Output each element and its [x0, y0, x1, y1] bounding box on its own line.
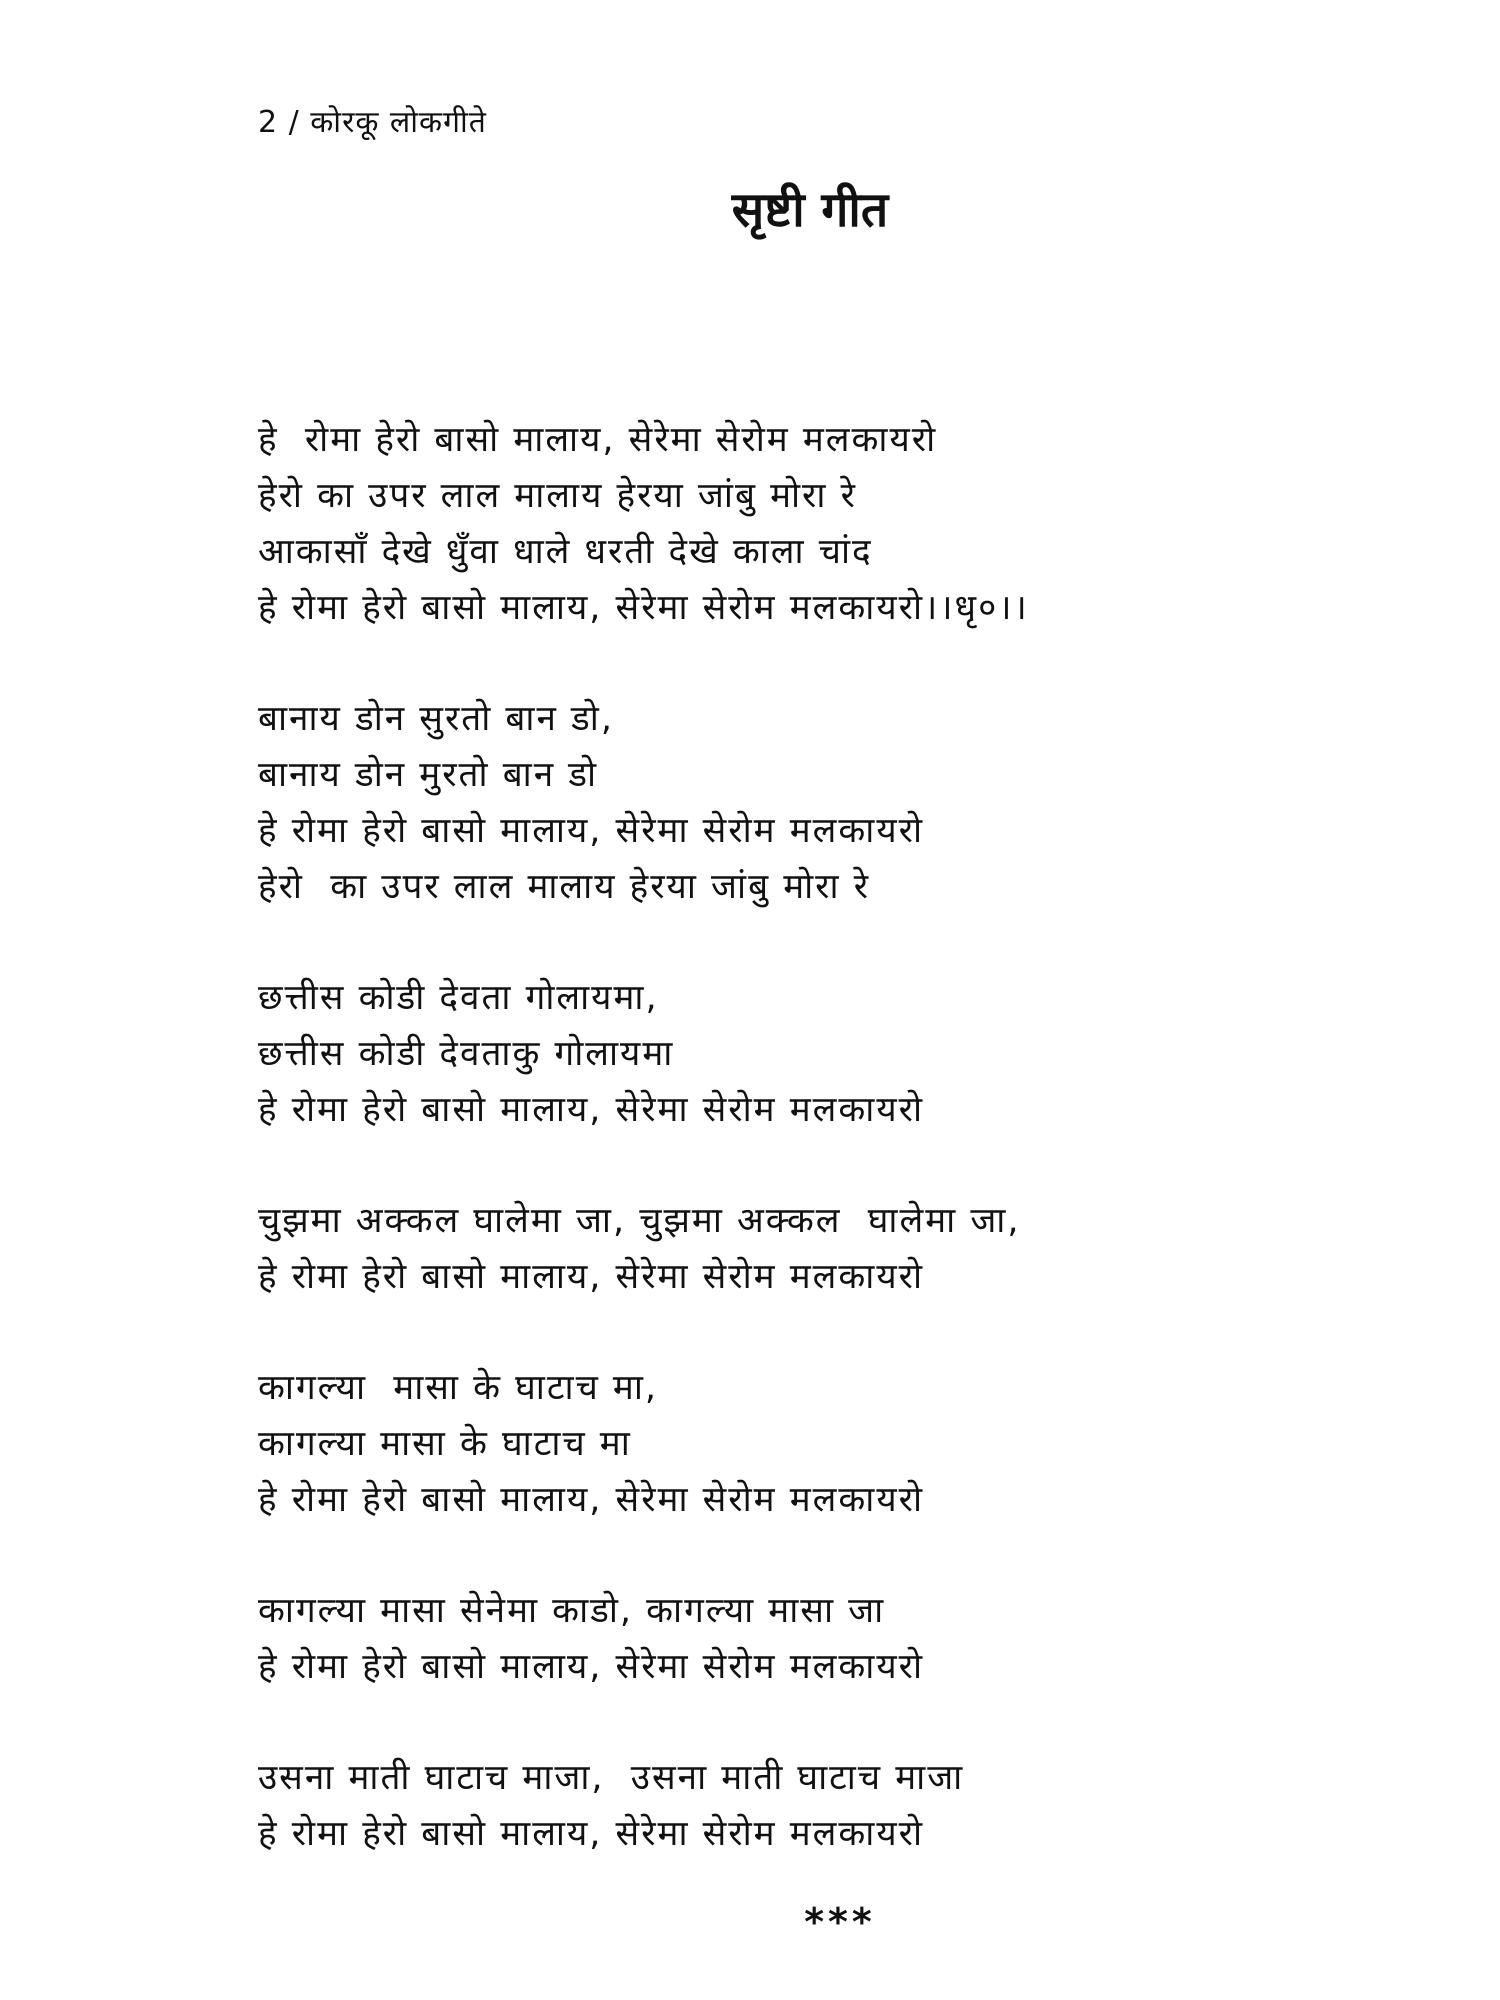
running-head: 2 / कोरकू लोकगीते	[258, 105, 487, 140]
poem-line: कागल्या मासा के घाटाच मा	[258, 1424, 632, 1464]
end-ornament: ***	[804, 1900, 876, 1944]
poem-body	[258, 412, 1408, 1917]
poem-line: छत्तीस कोडी देवता गोलायमा,	[258, 978, 659, 1018]
stanza-7	[258, 1750, 1408, 1862]
poem-line: हे रोमा हेरो बासो मालाय, सेरेमा सेरोम मलकायरो	[258, 420, 938, 460]
poem-line: हे रोमा हेरो बासो मालाय, सेरेमा सेरोम मलकायरो	[258, 1647, 925, 1687]
page-title: सृष्टी गीत	[731, 182, 889, 238]
poem-line: आकासाँ देखे धुँवा धाले धरती देखे काला चांद	[258, 532, 873, 572]
stanza-4	[258, 1193, 1408, 1305]
poem-line: बानाय डोन सुरतो बान डो,	[258, 699, 614, 739]
end-ornament-wrapper	[0, 1900, 1500, 1944]
poem-line: उसना माती घाटाच माजा, उसना माती घाटाच माजा	[258, 1758, 965, 1798]
poem-line: चुझमा अक्कल घालेमा जा, चुझमा अक्कल घालेमा जा,	[258, 1201, 1021, 1241]
poem-line: हे रोमा हेरो बासो मालाय, सेरेमा सेरोम मलकायरो	[258, 1090, 925, 1130]
poem-line: हे रोमा हेरो बासो मालाय, सेरेमा सेरोम मलकायरो	[258, 1257, 925, 1297]
stanza-1	[258, 412, 1408, 636]
poem-line: कागल्या मासा के घाटाच मा,	[258, 1368, 659, 1408]
stanza-6	[258, 1583, 1408, 1695]
poem-line: हेरो का उपर लाल मालाय हेरया जांबु मोरा रे	[258, 867, 871, 907]
poem-line: हे रोमा हेरो बासो मालाय, सेरेमा सेरोम मलकायरो	[258, 1480, 925, 1520]
poem-line: छत्तीस कोडी देवताकु गोलायमा	[258, 1034, 675, 1074]
page-title-wrapper	[0, 176, 1500, 241]
poem-line: हे रोमा हेरो बासो मालाय, सेरेमा सेरोम मलकायरो।।धृ०।।	[258, 588, 1029, 628]
stanza-2	[258, 691, 1408, 915]
stanza-5	[258, 1360, 1408, 1528]
poem-line: कागल्या मासा सेनेमा काडो, कागल्या मासा जा	[258, 1591, 886, 1631]
poem-line: हे रोमा हेरो बासो मालाय, सेरेमा सेरोम मलकायरो	[258, 1814, 925, 1854]
poem-line: बानाय डोन मुरतो बान डो	[258, 755, 599, 795]
poem-line: हेरो का उपर लाल मालाय हेरया जांबु मोरा रे	[258, 476, 857, 516]
poem-line: हे रोमा हेरो बासो मालाय, सेरेमा सेरोम मलकायरो	[258, 811, 925, 851]
stanza-3	[258, 970, 1408, 1138]
